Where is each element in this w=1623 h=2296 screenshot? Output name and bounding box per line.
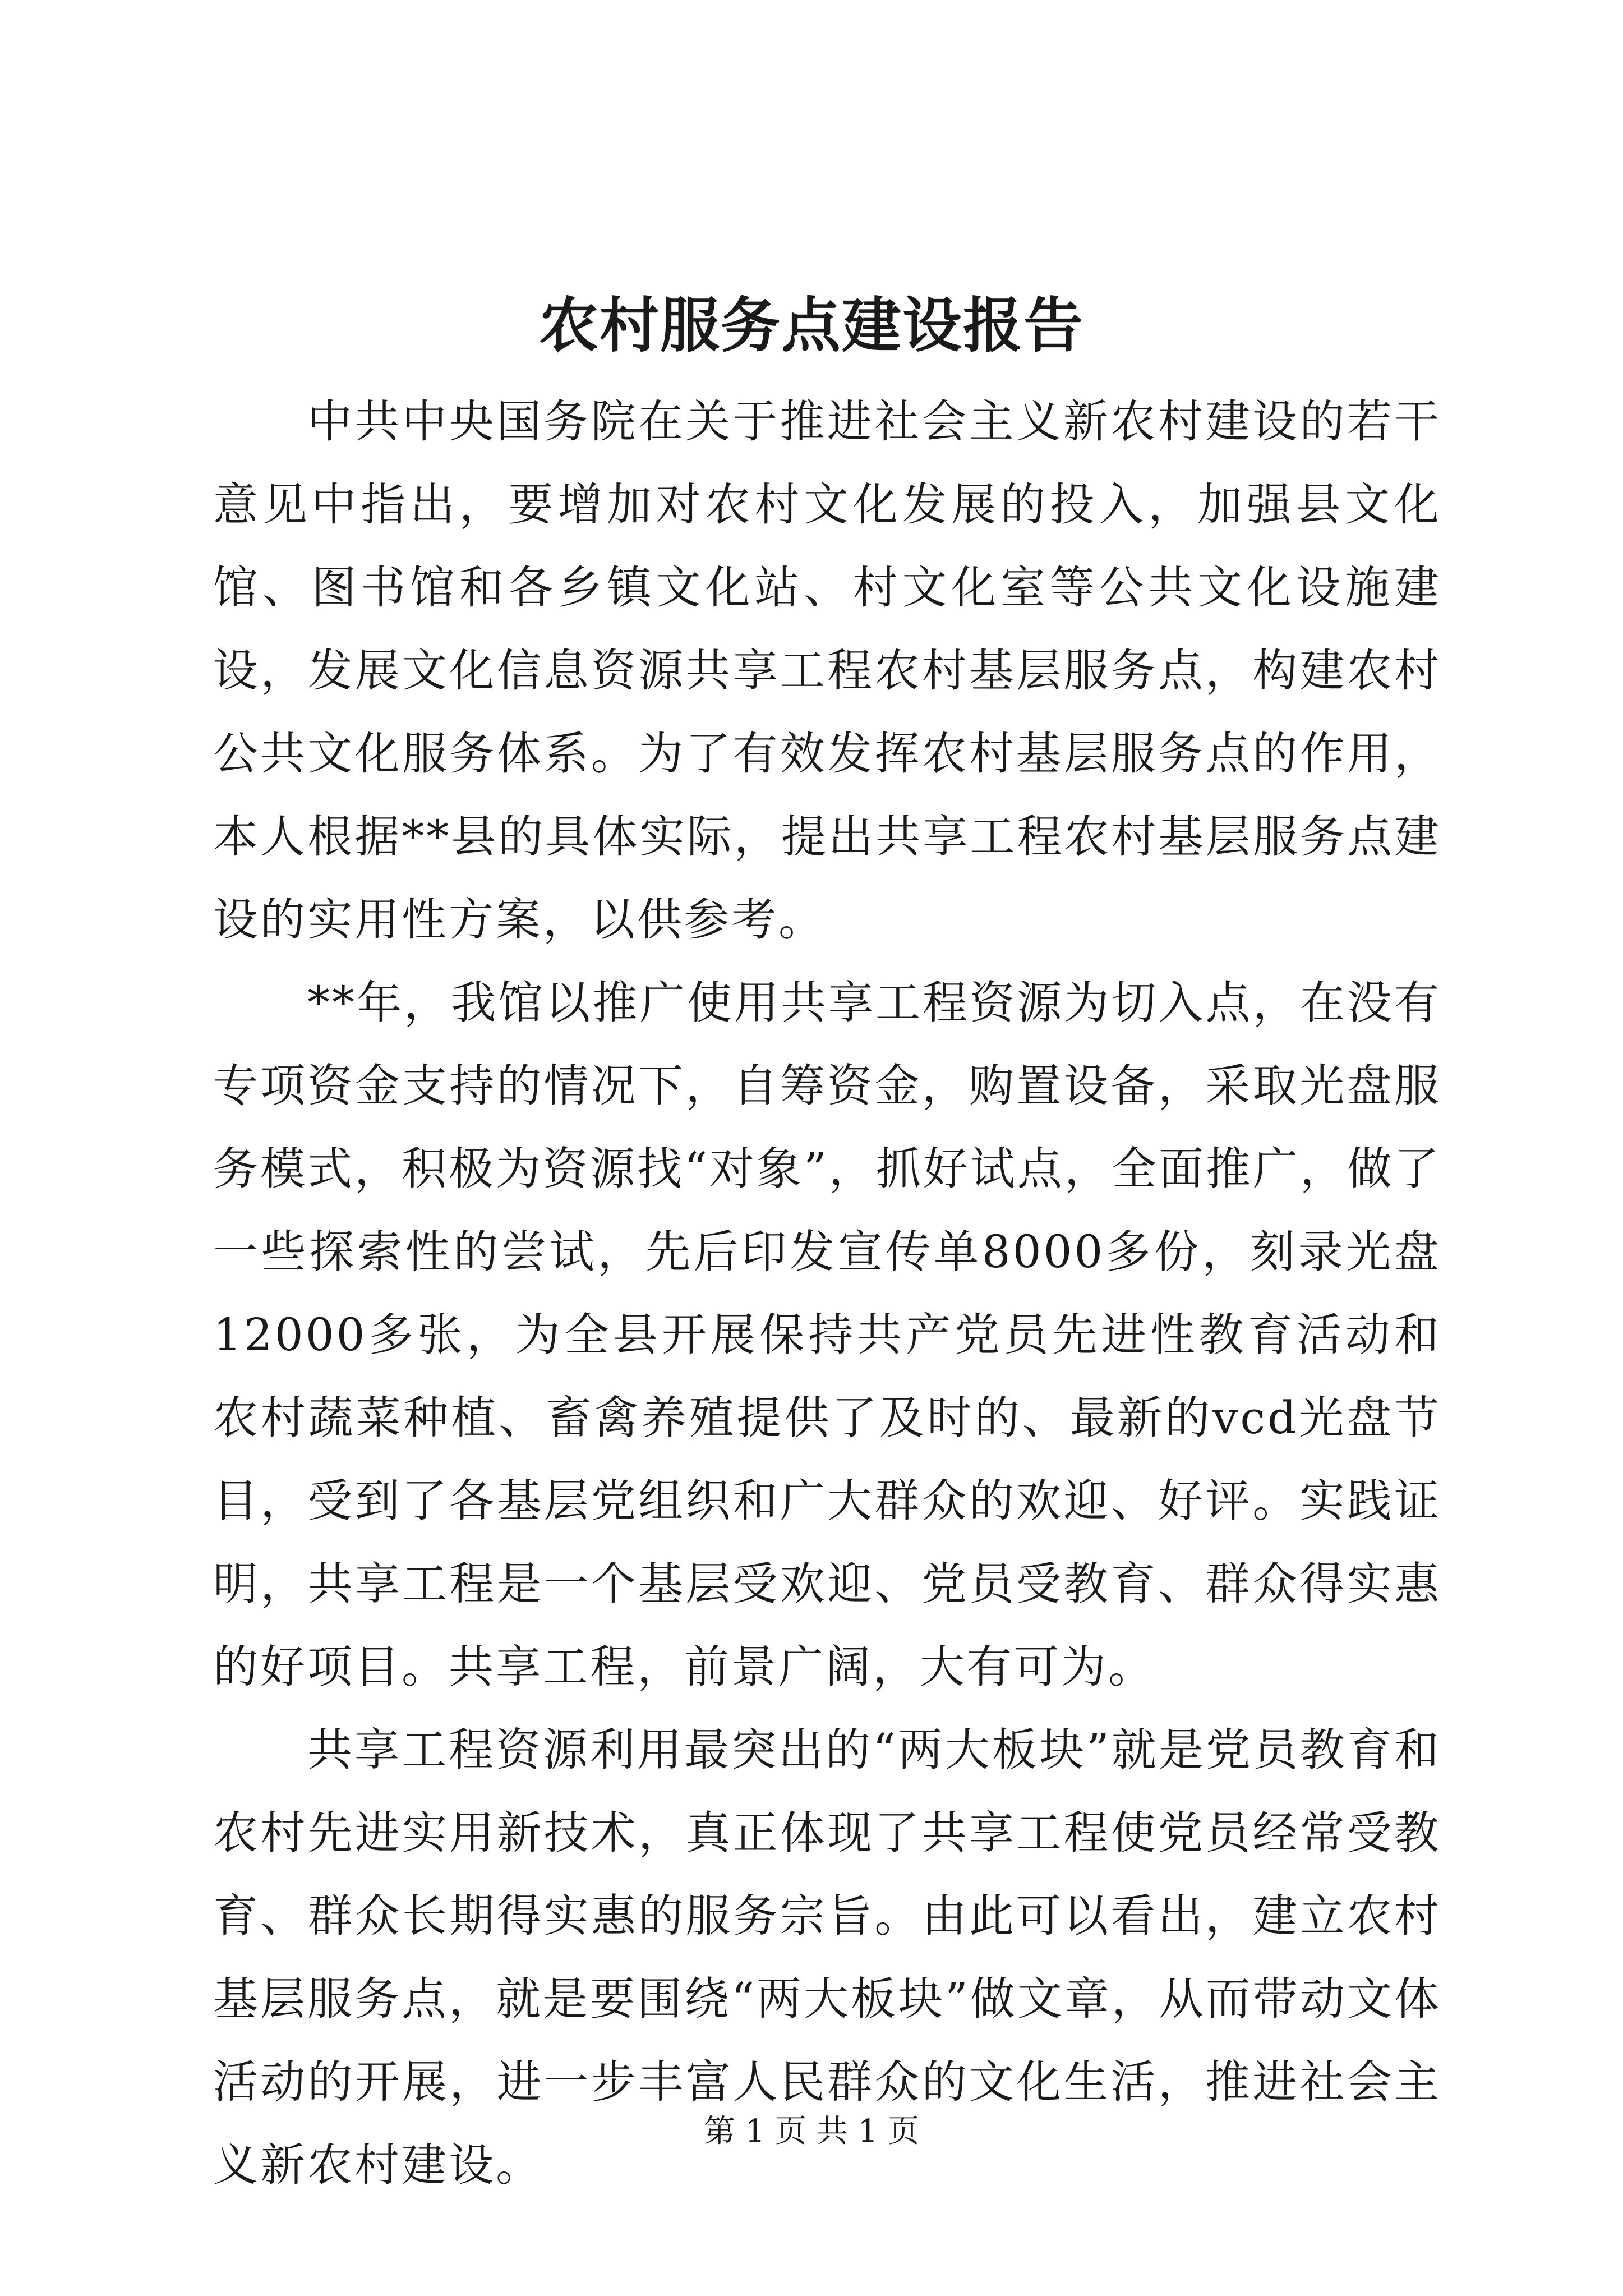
document-body <box>213 380 1441 2207</box>
paragraph-2: **年，我馆以推广使用共享工程资源为切入点，在没有专项资金支持的情况下，自筹资金，购置设备，采取光盘服务模式，积极为资源找“对象”，抓好试点，全面推广，做了一些探索性的尝试，先后印发宣传单8000多份，刻录光盘12000多张，为全县开展保持共产党员先进性教育活动和农村蔬菜种植、畜禽养殖提供了及时的、最新的vcd光盘节目，受到了各基层党组织和广大群众的欢迎、好评。实践证明，共享工程是一个基层受欢迎、党员受教育、群众得实惠的好项目。共享工程，前景广阔，大有可为。 <box>213 977 1441 1693</box>
paragraph-1: 中共中央国务院在关于推进社会主义新农村建设的若干意见中指出，要增加对农村文化发展的投入，加强县文化馆、图书馆和各乡镇文化站、村文化室等公共文化设施建设，发展文化信息资源共享工程农村基层服务点，构建农村公共文化服务体系。为了有效发挥农村基层服务点的作用，本人根据**县的具体实际，提出共享工程农村基层服务点建设的实用性方案，以供参考。 <box>213 395 1441 946</box>
page-footer: 第 1 页 共 1 页 <box>703 2113 920 2150</box>
paragraph-3: 共享工程资源利用最突出的“两大板块”就是党员教育和农村先进实用新技术，真正体现了共享工程使党员经常受教育、群众长期得实惠的服务宗旨。由此可以看出，建立农村基层服务点，就是要围绕“两大板块”做文章，从而带动文体活动的开展，进一步丰富人民群众的文化生活，推进社会主义新农村建设。 <box>213 1724 1441 2191</box>
document-title: 农村服务点建设报告 <box>539 290 1084 360</box>
